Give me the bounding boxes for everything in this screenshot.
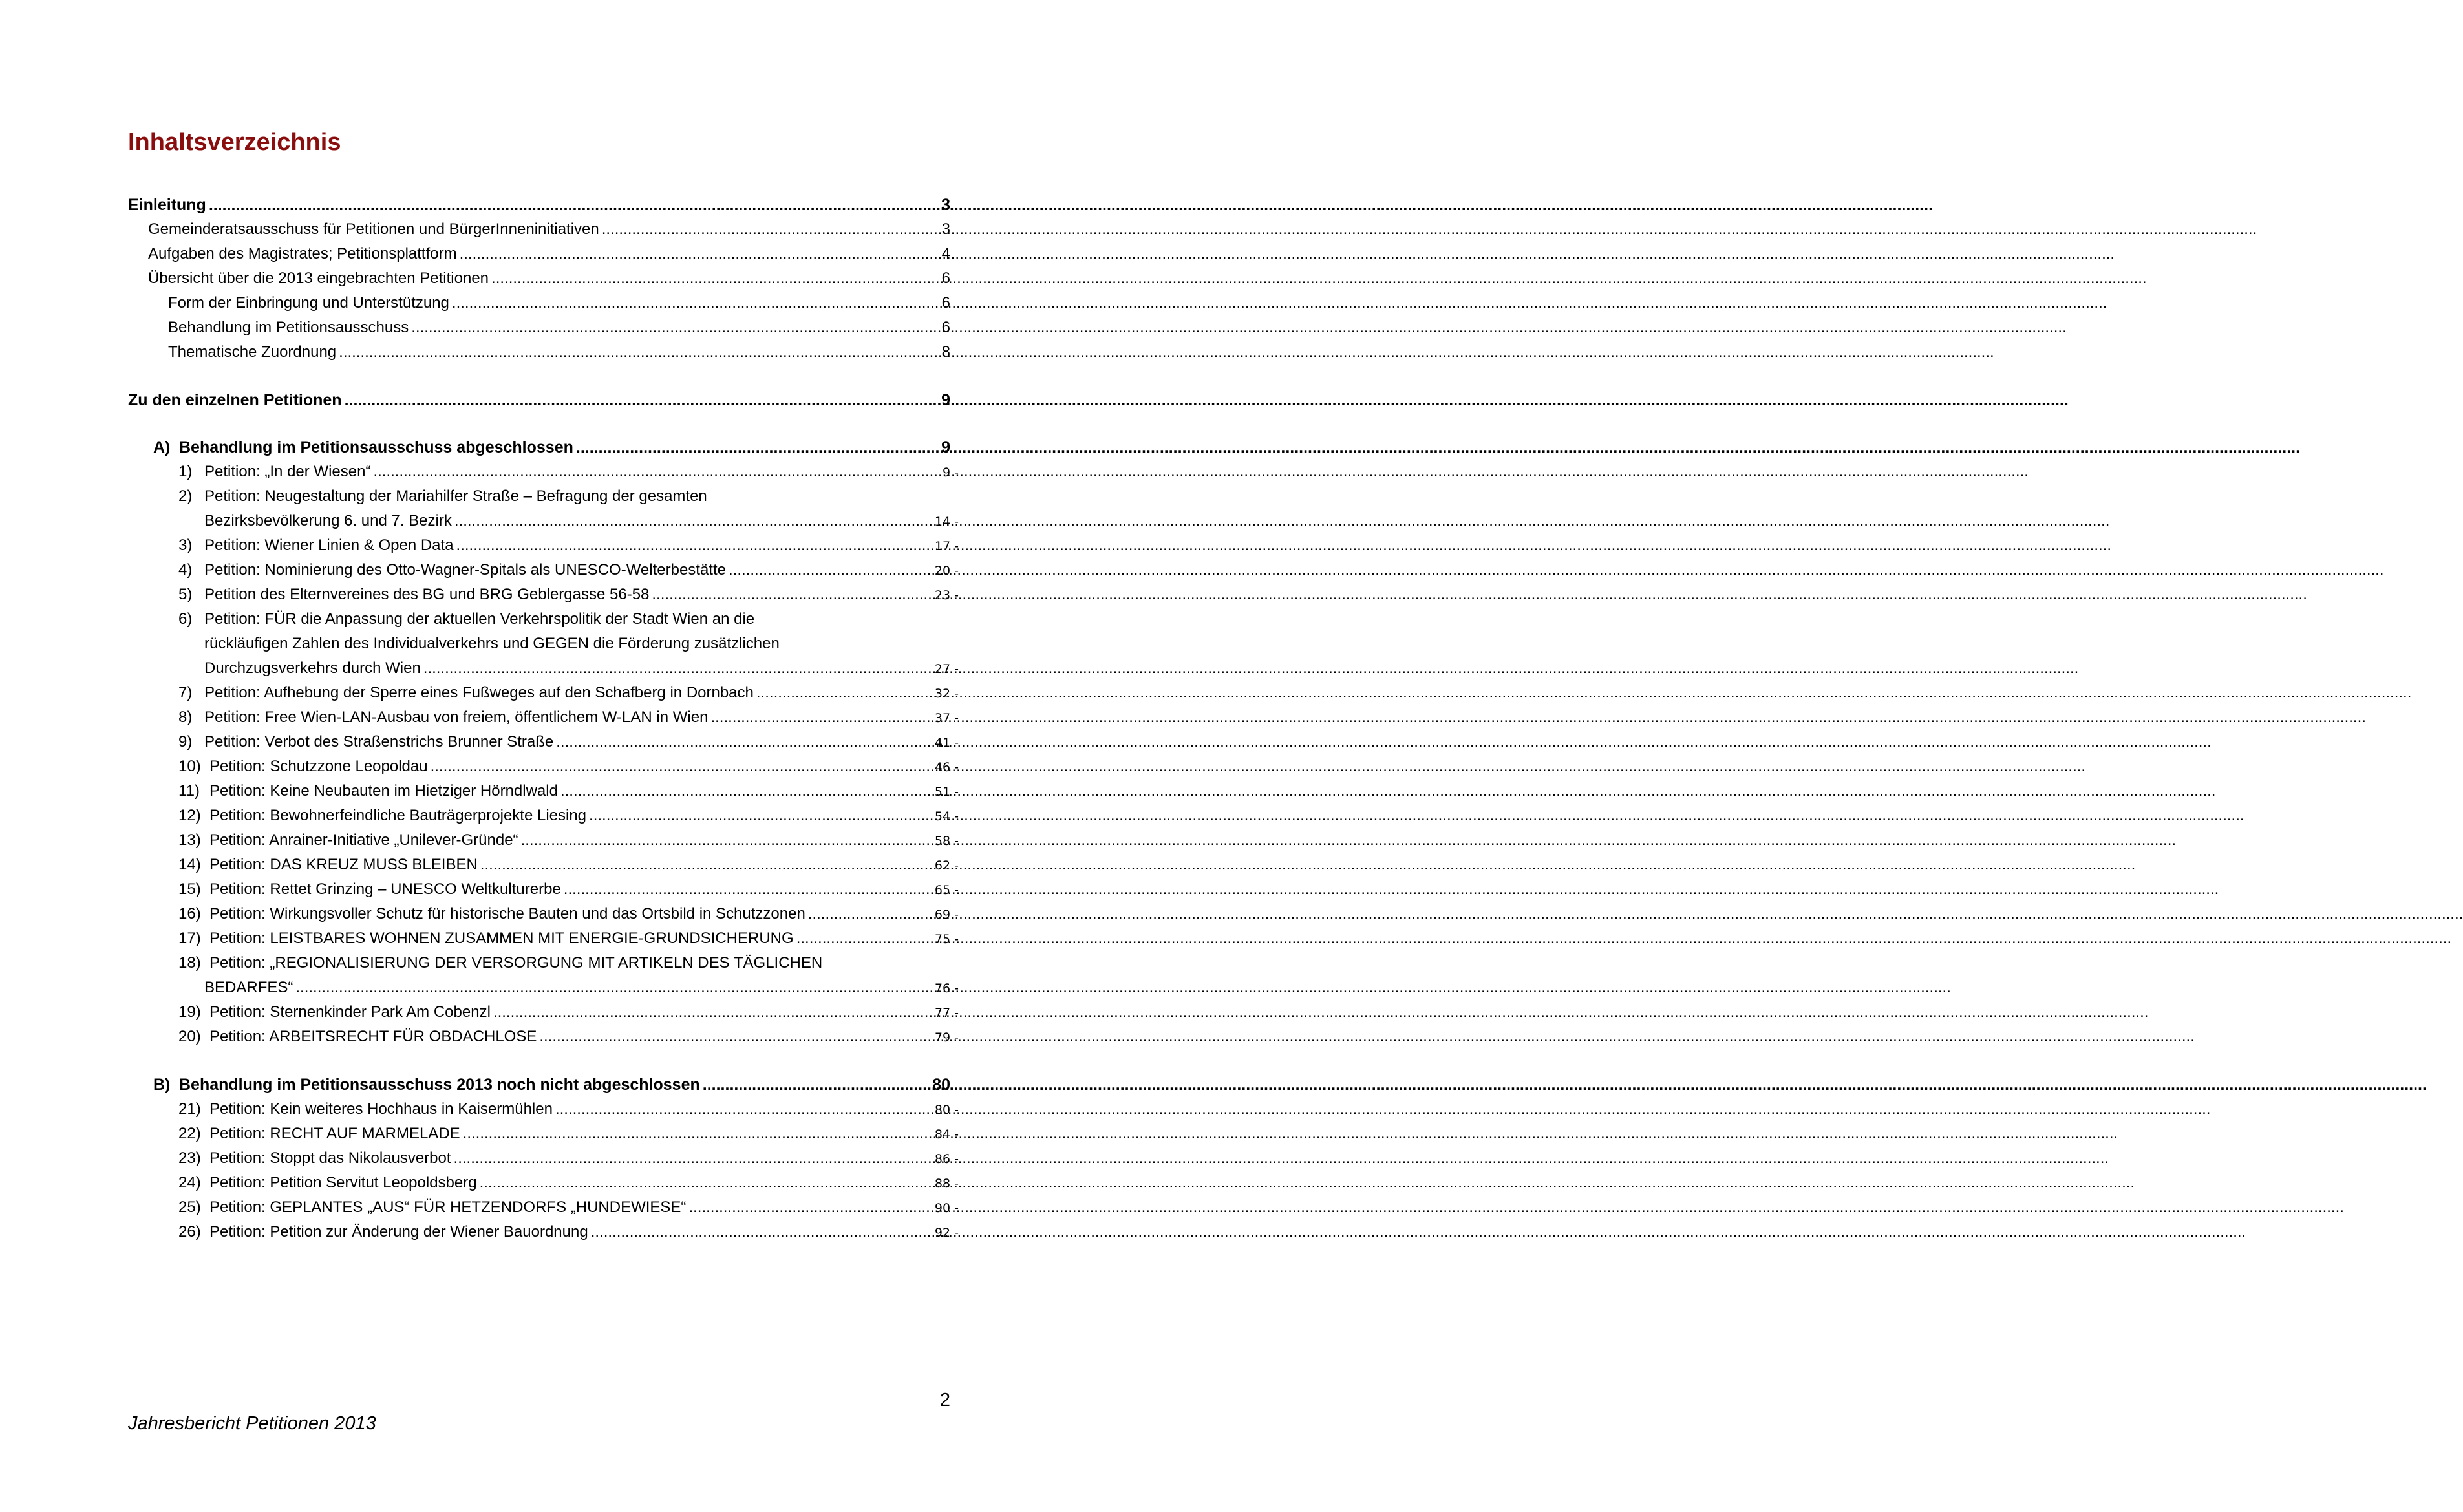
toc-page-number: 3 [941, 196, 950, 214]
toc-entry-text: Petition: Petition zur Änderung der Wiener Bauordnung [209, 1223, 588, 1240]
toc-entry-text: Petition: ARBEITSRECHT FÜR OBDACHLOSE [209, 1028, 537, 1045]
toc-petition-22[interactable] [178, 1122, 959, 1146]
footer-title: Jahresbericht Petitionen 2013 [128, 1413, 376, 1434]
toc-petition-3[interactable] [178, 533, 959, 558]
toc-leader [576, 435, 939, 460]
toc-entry-text: Aufgaben des Magistrates; Petitionsplattform [148, 245, 457, 262]
toc-leader [209, 193, 939, 217]
toc-petition-9[interactable] [178, 730, 959, 754]
toc-petition-13[interactable] [178, 828, 959, 853]
toc-page-number: 32 - [934, 687, 959, 701]
toc-page-number: 27 - [934, 662, 959, 676]
toc-petition-4[interactable] [178, 558, 959, 582]
toc-entry-text: Petition: Anrainer-Initiative „Unilever-Gründe“ [209, 831, 518, 849]
toc-petition-11[interactable] [178, 779, 959, 804]
toc-entry-text: Behandlung im Petitionsausschuss 2013 noch nicht abgeschlossen [179, 1076, 700, 1094]
toc-entry-text: Petition: Verbot des Straßenstrichs Brunner Straße [204, 733, 554, 751]
toc-leader [345, 388, 939, 412]
petition-number: 16) [178, 905, 201, 922]
toc-entry-text: Petition: Stoppt das Nikolausverbot [209, 1149, 451, 1167]
petition-number: 25) [178, 1198, 201, 1216]
toc-petition-19[interactable] [178, 1000, 959, 1025]
toc-page-number: 4 [941, 245, 950, 262]
toc-page-number: 23 - [934, 588, 959, 602]
toc-leader [556, 730, 932, 754]
toc-petition-6[interactable] [204, 656, 959, 681]
toc-leader [423, 656, 932, 681]
toc-entry-text: Petition: RECHT AUF MARMELADE [209, 1125, 460, 1142]
toc-page-number: 80 [932, 1076, 950, 1094]
toc-page-number: 80 - [934, 1103, 959, 1117]
toc-page-number: 69 - [934, 908, 959, 922]
petition-number: 23) [178, 1149, 201, 1167]
toc-page-number: 6 [941, 294, 950, 312]
toc-page-number: 17 - [934, 539, 959, 553]
toc-entry-text: Petition: Free Wien-LAN-Ausbau von freiem, öffentlichem W-LAN in Wien [204, 708, 709, 726]
toc-entry-text: Petition: LEISTBARES WOHNEN ZUSAMMEN MIT ENERGIE-GRUNDSICHERUNG [209, 930, 794, 947]
toc-petition-15[interactable] [178, 877, 959, 902]
petition-number: 19) [178, 1003, 201, 1021]
toc-page-number: 6 [941, 319, 950, 336]
toc-page-number: 9 [941, 391, 950, 409]
petition-number: 21) [178, 1100, 201, 1118]
toc-entry-einleitung[interactable] [128, 193, 950, 217]
toc-leader [808, 902, 932, 926]
toc-leader [564, 877, 932, 902]
petition-number: 13) [178, 831, 201, 849]
toc-leader [411, 315, 939, 340]
toc-page-number: 77 - [934, 1006, 959, 1020]
petition-number: 17) [178, 930, 201, 947]
toc-entry-text: Petition des Elternvereines des BG und BRG Geblergasse 56-58 [204, 586, 650, 603]
toc-leader [539, 1025, 932, 1049]
toc-leader [710, 705, 932, 730]
toc-entry-text-continued: Durchzugsverkehrs durch Wien [204, 659, 421, 677]
toc-leader [652, 582, 932, 607]
toc-petition-18-line1[interactable] [178, 951, 822, 975]
toc-petition-25[interactable] [178, 1195, 959, 1220]
petition-number: 12) [178, 807, 201, 824]
petition-number: 26) [178, 1223, 201, 1240]
petition-number: 22) [178, 1125, 201, 1142]
toc-entry-text: Petition: Schutzzone Leopoldau [209, 758, 428, 775]
toc-entry-text: Thematische Zuordnung [168, 343, 337, 361]
toc-section-b[interactable] [153, 1072, 950, 1097]
toc-leader [460, 242, 939, 266]
toc-petition-16[interactable] [178, 902, 959, 926]
toc-page-number: 65 - [934, 883, 959, 897]
toc-entry-thematisch[interactable] [168, 340, 950, 365]
toc-page-number: 62 - [934, 858, 959, 873]
petition-number: 4) [178, 561, 193, 579]
petition-number: 1) [178, 463, 193, 480]
toc-leader [688, 1195, 932, 1220]
petition-number: 24) [178, 1174, 201, 1191]
toc-page-number: 14 - [934, 515, 959, 529]
toc-page-number: 79 - [934, 1030, 959, 1045]
toc-entry-text: Petition: GEPLANTES „AUS“ FÜR HETZENDORFS „HUNDEWIESE“ [209, 1198, 687, 1216]
toc-entry-text: Petition: Keine Neubauten im Hietziger Hörndlwald [209, 782, 558, 800]
toc-petition-12[interactable] [178, 804, 959, 828]
toc-leader [560, 779, 932, 804]
toc-leader [463, 1122, 932, 1146]
toc-leader [796, 926, 932, 951]
toc-leader [431, 754, 932, 779]
toc-entry-text: Petition: Sternenkinder Park Am Cobenzl [209, 1003, 491, 1021]
petition-number: 14) [178, 856, 201, 873]
toc-entry-text-continued: rückläufigen Zahlen des Individualverkehrs und GEGEN die Förderung zusätzlichen [204, 635, 780, 652]
toc-entry-behandlung[interactable] [168, 315, 950, 340]
petition-number: 11) [178, 782, 200, 800]
toc-petition-7[interactable] [178, 681, 959, 705]
petition-number: 20) [178, 1028, 201, 1045]
toc-petition-17[interactable] [178, 926, 959, 951]
toc-entry-text: Petition: Wirkungsvoller Schutz für historische Bauten und das Ortsbild in Schutzzonen [209, 905, 805, 922]
toc-page-number: 9 - [943, 465, 959, 480]
toc-page-number: 51 - [934, 785, 959, 799]
petition-number: 15) [178, 880, 201, 898]
page-title: Inhaltsverzeichnis [128, 129, 341, 156]
toc-page-number: 54 - [934, 809, 959, 824]
toc-page-number: 3 [941, 220, 950, 238]
toc-petition-14[interactable] [178, 853, 959, 877]
toc-leader [493, 1000, 932, 1025]
toc-leader [339, 340, 939, 365]
toc-entry-text: Petition: Neugestaltung der Mariahilfer Straße – Befragung der gesamten [204, 487, 707, 505]
toc-petition-1[interactable] [178, 460, 959, 484]
toc-entry-text-continued: Bezirksbevölkerung 6. und 7. Bezirk [204, 512, 452, 529]
toc-petition-6-line1[interactable] [178, 607, 754, 632]
toc-page-number: 46 - [934, 760, 959, 774]
toc-entry-text: Übersicht über die 2013 eingebrachten Petitionen [148, 270, 489, 287]
petition-number: 5) [178, 586, 193, 603]
petition-number: 18) [178, 954, 201, 972]
petition-number: 3) [178, 537, 193, 554]
toc-page-number: 75 - [934, 932, 959, 946]
toc-petition-5[interactable] [178, 582, 959, 607]
toc-page-number: 84 - [934, 1127, 959, 1142]
toc-leader [729, 558, 932, 582]
toc-entry-text: Petition: Wiener Linien & Open Data [204, 537, 454, 554]
toc-petition-2-line1[interactable] [178, 484, 707, 509]
toc-petition-23[interactable] [178, 1146, 959, 1171]
toc-leader [452, 291, 939, 315]
toc-entry-text: Zu den einzelnen Petitionen [128, 391, 342, 409]
toc-leader [454, 1146, 932, 1171]
petition-number: 10) [178, 758, 201, 775]
toc-entry-text: Petition: Kein weiteres Hochhaus in Kaisermühlen [209, 1100, 553, 1118]
toc-page-number: 92 - [934, 1226, 959, 1240]
toc-leader [491, 266, 939, 291]
toc-leader [521, 828, 932, 853]
toc-page-number: 8 [941, 343, 950, 361]
toc-entry-text: Petition: „REGIONALISIERUNG DER VERSORGUNG MIT ARTIKELN DES TÄGLICHEN [209, 954, 823, 972]
toc-page-number: 86 - [934, 1152, 959, 1166]
toc-entry-text: Einleitung [128, 196, 206, 214]
toc-page-number: 9 [941, 438, 950, 456]
toc-leader [295, 975, 932, 1000]
toc-petition-2[interactable] [204, 509, 959, 533]
toc-leader [456, 533, 932, 558]
toc-entry-text: Petition: Aufhebung der Sperre eines Fußweges auf den Schafberg in Dornbach [204, 684, 754, 701]
toc-leader [703, 1072, 930, 1097]
toc-page-number: 37 - [934, 711, 959, 725]
toc-page-number: 88 - [934, 1177, 959, 1191]
toc-section-a[interactable] [153, 435, 950, 460]
toc-entry-text: Petition: Nominierung des Otto-Wagner-Spitals als UNESCO-Welterbestätte [204, 561, 726, 579]
toc-entry-text: Form der Einbringung und Unterstützung [168, 294, 449, 312]
toc-petition-20[interactable] [178, 1025, 959, 1049]
section-label: B) [153, 1076, 171, 1094]
toc-petition-18[interactable] [204, 975, 959, 1000]
toc-entry-form[interactable] [168, 291, 950, 315]
toc-leader [373, 460, 940, 484]
toc-petition-21[interactable] [178, 1097, 959, 1122]
toc-leader [756, 681, 932, 705]
toc-entry-einzelne-petitionen[interactable] [128, 388, 950, 412]
toc-page-number: 58 - [934, 834, 959, 848]
toc-entry-text: Petition: Petition Servitut Leopoldsberg [209, 1174, 477, 1191]
toc-page-number: 90 - [934, 1201, 959, 1215]
toc-entry-aufgaben[interactable] [148, 242, 950, 266]
toc-leader [589, 804, 932, 828]
toc-petition-26[interactable] [178, 1220, 959, 1244]
toc-entry-text: Behandlung im Petitionsausschuss [168, 319, 409, 336]
petition-number: 6) [178, 610, 193, 628]
toc-page-number: 41 - [934, 736, 959, 750]
toc-entry-uebersicht[interactable] [148, 266, 950, 291]
petition-number: 7) [178, 684, 193, 701]
toc-entry-text: Behandlung im Petitionsausschuss abgeschlossen [179, 438, 573, 456]
toc-leader [602, 217, 939, 242]
toc-entry-ausschuss[interactable] [148, 217, 950, 242]
toc-entry-text: Petition: „In der Wiesen“ [204, 463, 371, 480]
toc-page-number: 6 [941, 270, 950, 287]
toc-petition-24[interactable] [178, 1171, 959, 1195]
toc-entry-text: Petition: FÜR die Anpassung der aktuellen Verkehrspolitik der Stadt Wien an die [204, 610, 755, 628]
petition-number: 9) [178, 733, 193, 751]
toc-page-number: 20 - [934, 564, 959, 578]
toc-petition-8[interactable] [178, 705, 959, 730]
toc-entry-text: Petition: DAS KREUZ MUSS BLEIBEN [209, 856, 478, 873]
toc-leader [555, 1097, 932, 1122]
petition-number: 8) [178, 708, 193, 726]
toc-leader [454, 509, 932, 533]
toc-entry-text: Petition: Bewohnerfeindliche Bauträgerprojekte Liesing [209, 807, 587, 824]
petition-number: 2) [178, 487, 193, 505]
toc-leader [480, 853, 932, 877]
toc-page-number: 76 - [934, 981, 959, 996]
toc-entry-text: Gemeinderatsausschuss für Petitionen und BürgerInneninitiativen [148, 220, 599, 238]
toc-entry-text-continued: BEDARFES“ [204, 979, 293, 996]
toc-leader [591, 1220, 932, 1244]
toc-petition-10[interactable] [178, 754, 959, 779]
section-label: A) [153, 438, 171, 456]
toc-leader [480, 1171, 932, 1195]
toc-entry-text: Petition: Rettet Grinzing – UNESCO Weltkulturerbe [209, 880, 561, 898]
page-number: 2 [939, 1390, 950, 1411]
